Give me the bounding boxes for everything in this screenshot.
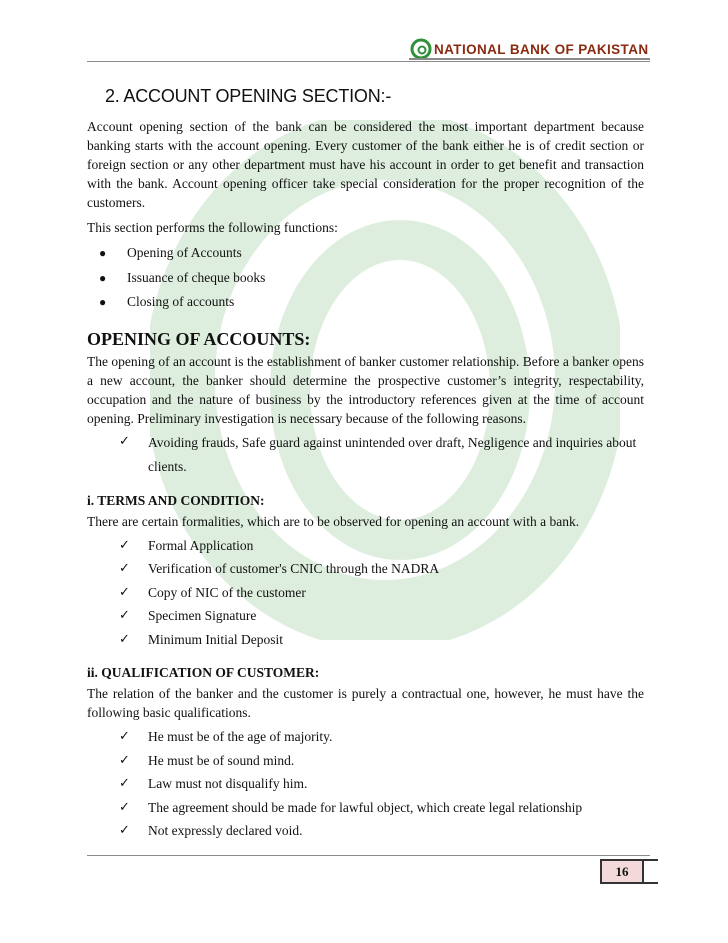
list-item: ✓ He must be of sound mind.: [119, 749, 644, 773]
bullet-icon: ●: [99, 295, 107, 309]
checkmark-icon: ✓: [119, 776, 130, 791]
checkmark-icon: ✓: [119, 608, 130, 623]
list-item: ✓ Specimen Signature: [119, 604, 644, 628]
list-item: ✓ Copy of NIC of the customer: [119, 581, 644, 605]
checkmark-icon: ✓: [119, 729, 130, 744]
checkmark-icon: ✓: [119, 799, 130, 815]
header-underline: [409, 58, 650, 60]
reasons-list: [119, 431, 644, 479]
list-item: ✓ Not expressly declared void.: [119, 819, 644, 843]
list-item: ✓ He must be of the age of majority.: [119, 725, 644, 749]
list-item: ✓ Avoiding frauds, Safe guard against unintended over draft, Negligence and inquiries about clients.: [119, 431, 644, 479]
qualification-paragraph: The relation of the banker and the customer is purely a contractual one, however, he must have the following basic qualifications.: [87, 686, 644, 720]
bullet-icon: ●: [99, 270, 107, 285]
bank-name: NATIONAL BANK OF PAKISTAN: [434, 41, 649, 57]
checkmark-icon: ✓: [119, 631, 130, 647]
page-content: [87, 86, 644, 843]
list-item: ✓ Formal Application: [119, 534, 644, 558]
checkmark-icon: ✓: [119, 823, 130, 838]
functions-list: [99, 241, 644, 315]
list-item: ✓ Law must not disqualify him.: [119, 772, 644, 796]
footer-divider: [87, 855, 650, 856]
terms-heading: i. TERMS AND CONDITION:: [87, 492, 265, 508]
section-title: 2. ACCOUNT OPENING SECTION:-: [105, 86, 392, 106]
checkmark-icon: ✓: [119, 433, 130, 449]
opening-heading: OPENING OF ACCOUNTS:: [87, 328, 311, 349]
list-item: ✓ The agreement should be made for lawful object, which create legal relationship: [119, 796, 644, 820]
qualification-heading: ii. QUALIFICATION OF CUSTOMER:: [87, 665, 320, 680]
qualifications-list: [119, 725, 644, 843]
nbp-logo-icon: [410, 38, 432, 60]
intro-paragraph: Account opening section of the bank can be considered the most important department because banking starts with the account opening. Every customer of the bank either he is of credit section or foreign section or any other department must have his account in order to get benefit and transaction with the bank. Account opening officer take special consideration for the proper recognition of the customers.: [87, 119, 644, 210]
list-item: ✓ Minimum Initial Deposit: [119, 628, 644, 652]
terms-paragraph: There are certain formalities, which are to be observed for opening an account with a bank.: [87, 513, 580, 529]
checkmark-icon: ✓: [119, 752, 130, 768]
checkmark-icon: ✓: [119, 537, 130, 553]
list-item: ● Issuance of cheque books: [99, 266, 644, 291]
page-number-frame: [642, 859, 658, 884]
list-item: ● Closing of accounts: [99, 290, 644, 315]
opening-paragraph: The opening of an account is the establishment of banker customer relationship. Before a banker opens a new account, the banker should determine the prospective customer’s integrity, respectability, occupation and the nature of business by the introductory references given at the time of account opening. Preliminary investigation is necessary because of the following reasons.: [87, 353, 644, 426]
header-divider: [87, 61, 650, 62]
list-item: ✓ Verification of customer's CNIC through the NADRA: [119, 557, 644, 581]
page-header: [410, 38, 649, 60]
checkmark-icon: ✓: [119, 584, 130, 600]
page-number: 16: [600, 859, 644, 884]
terms-list: [119, 534, 644, 652]
bullet-icon: ●: [99, 246, 107, 260]
checkmark-icon: ✓: [119, 561, 130, 576]
functions-intro: This section performs the following functions:: [87, 220, 338, 235]
list-item: ● Opening of Accounts: [99, 241, 644, 266]
